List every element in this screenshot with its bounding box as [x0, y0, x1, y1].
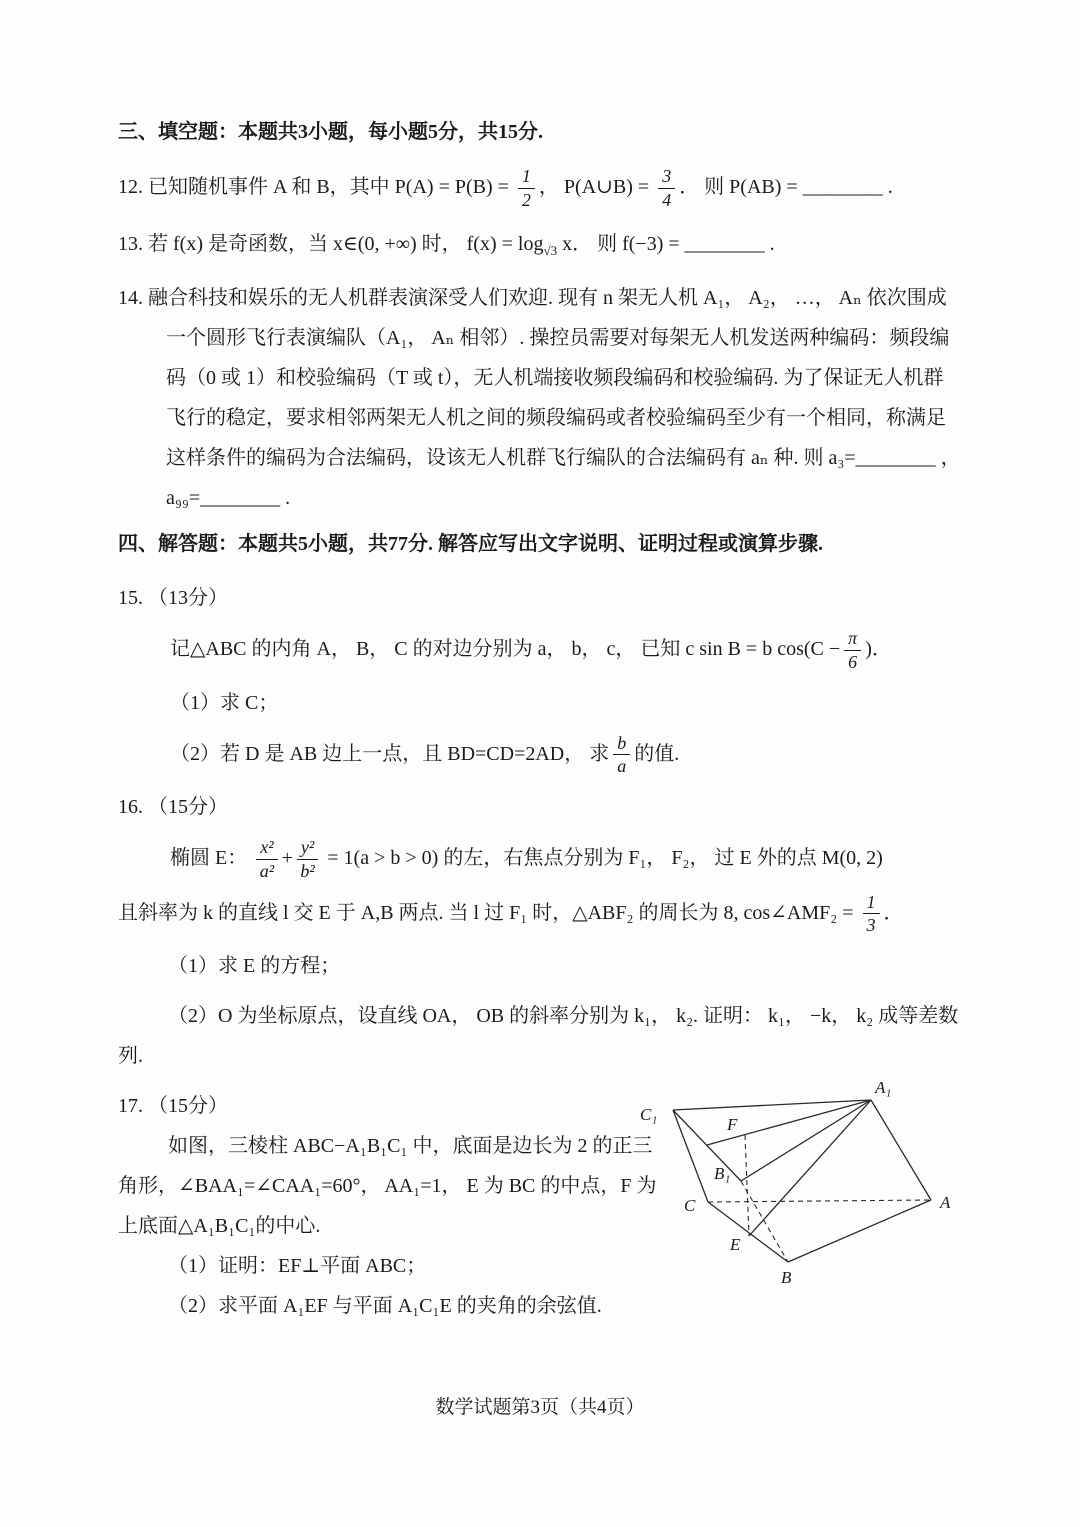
q15-item2: （2）若 D 是 AB 边上一点，且 BD=CD=2AD， 求 $\frac{b}{a}$ 的值. — [170, 732, 680, 777]
q15-number: 15. （13分） — [118, 587, 228, 610]
question-15 — [118, 578, 962, 777]
q15-fraction-pi6: $\frac{\pi}{6}$ — [844, 628, 861, 672]
q16-item2: （2）O 为坐标原点，设直线 OA， OB 的斜率分别为 k₁， k₂. 证明： k₁， −k， k₂ 成等差数列. — [118, 1004, 959, 1067]
figure-label-B1: B₁ — [714, 1163, 731, 1183]
q13-pre: 13. 若 f(x) 是奇函数，当 x∈(0, +∞) 时， f(x) = log — [118, 233, 544, 256]
q16-fraction-y2b2: $\frac{\text{y²}}{\text{b²}}$ — [297, 837, 318, 881]
figure-label-A: A — [940, 1192, 951, 1212]
question-12 — [118, 166, 962, 210]
q16-fraction-x2a2: $\frac{\text{x²}}{\text{a²}}$ — [256, 837, 277, 881]
q16-line2: 且斜率为 k 的直线 l 交 E 于 A,B 两点. 当 l 过 F₁ 时，△ABF₂ 的周长为 8, cos∠AMF₂ = $\frac{1}{3}$ ． — [118, 891, 904, 936]
q16-line1: 椭圆 E： $\frac{\text{x²}}{\text{a²}}$ + $\frac{\text{y²}}{\text{b²}}$ = 1(a > b > 0) 的左，右焦点分别为 F₁， F₂， 过 E 外的点 M(0, 2) — [170, 837, 883, 881]
prism-figure — [628, 1078, 980, 1296]
q16-number: 16. （15分） — [118, 796, 228, 819]
q15-item1: （1）求 C； — [170, 691, 279, 714]
figure-label-A1: A₁ — [875, 1077, 892, 1097]
figure-label-F: F — [727, 1114, 738, 1134]
q13-log-subscript: √3 — [543, 243, 558, 259]
q12-fraction-1: $\frac{1}{2}$ — [518, 166, 535, 210]
q16-plus: + — [281, 846, 293, 869]
figure-label-C1: C₁ — [640, 1104, 658, 1124]
q17-text-column — [118, 1126, 666, 1326]
q17-item2: （2）求平面 A₁EF 与平面 A₁C₁E 的夹角的余弦值. — [168, 1294, 602, 1317]
q12-post: ． 则 P(AB) = ________ . — [679, 175, 893, 198]
figure-label-B: B — [781, 1267, 792, 1287]
section3-header: 三、填空题：本题共3小题，每小题5分，共15分. — [118, 121, 543, 143]
question-13 — [118, 224, 962, 264]
q17-body: 如图，三棱柱 ABC−A₁B₁C₁ 中，底面是边长为 2 的正三角形，∠BAA₁=∠CAA₁=60°， AA₁=1， E 为 BC 的中点，F 为上底面△A₁B₁C₁的中心. — [118, 1134, 657, 1237]
q15-fraction-ba: $\frac{b}{a}$ — [613, 733, 630, 777]
q16-fraction-13: $\frac{1}{3}$ — [863, 892, 880, 936]
question-16 — [118, 787, 962, 1076]
q13-post: x． 则 f(−3) = ________ . — [557, 233, 775, 256]
q12-mid: ， P(A∪B) = — [538, 175, 655, 198]
section4-header: 四、解答题：本题共5小题，共77分. 解答应写出文字说明、证明过程或演算步骤. — [118, 533, 823, 556]
q12-pre: 12. 已知随机事件 A 和 B，其中 P(A) = P(B) = — [118, 175, 514, 198]
figure-label-E: E — [730, 1234, 741, 1254]
q17-item1: （1）证明：EF⊥平面 ABC； — [168, 1254, 427, 1277]
page-footer: 数学试题第3页（共4页） — [435, 1397, 645, 1418]
q16-item1: （1）求 E 的方程； — [168, 954, 341, 977]
figure-label-C: C — [684, 1195, 696, 1215]
q17-number: 17. （15分） — [118, 1094, 228, 1117]
question-14: 14. 融合科技和娱乐的无人机群表演深受人们欢迎. 现有 n 架无人机 A₁， A₂， …， Aₙ 依次围成一个圆形飞行表演编队（A₁， Aₙ 相邻）. 操控员需要对每架无人机发送两种编码：频段编码（0 或 1）和校验编码（T 或 t），无人机端接收频段编码和校验编码. 为了保证无人机群飞行的稳定，要求相邻两架无人机之间的频段编码或者校验编码至少有一个相同，称满足这样条件的编码为合法编码，设该无人机群飞行编队的合法编码有 aₙ 种. 则 a₃=________ ， a₉₉=________ . — [118, 287, 961, 510]
q15-body: 记△ABC 的内角 A， B， C 的对边分别为 a， b， c， 已知 c sin B = b cos(C − $\frac{\pi}{6}$ )． — [170, 628, 892, 673]
question-17 — [118, 1077, 962, 1326]
q12-fraction-2: $\frac{3}{4}$ — [658, 166, 675, 210]
